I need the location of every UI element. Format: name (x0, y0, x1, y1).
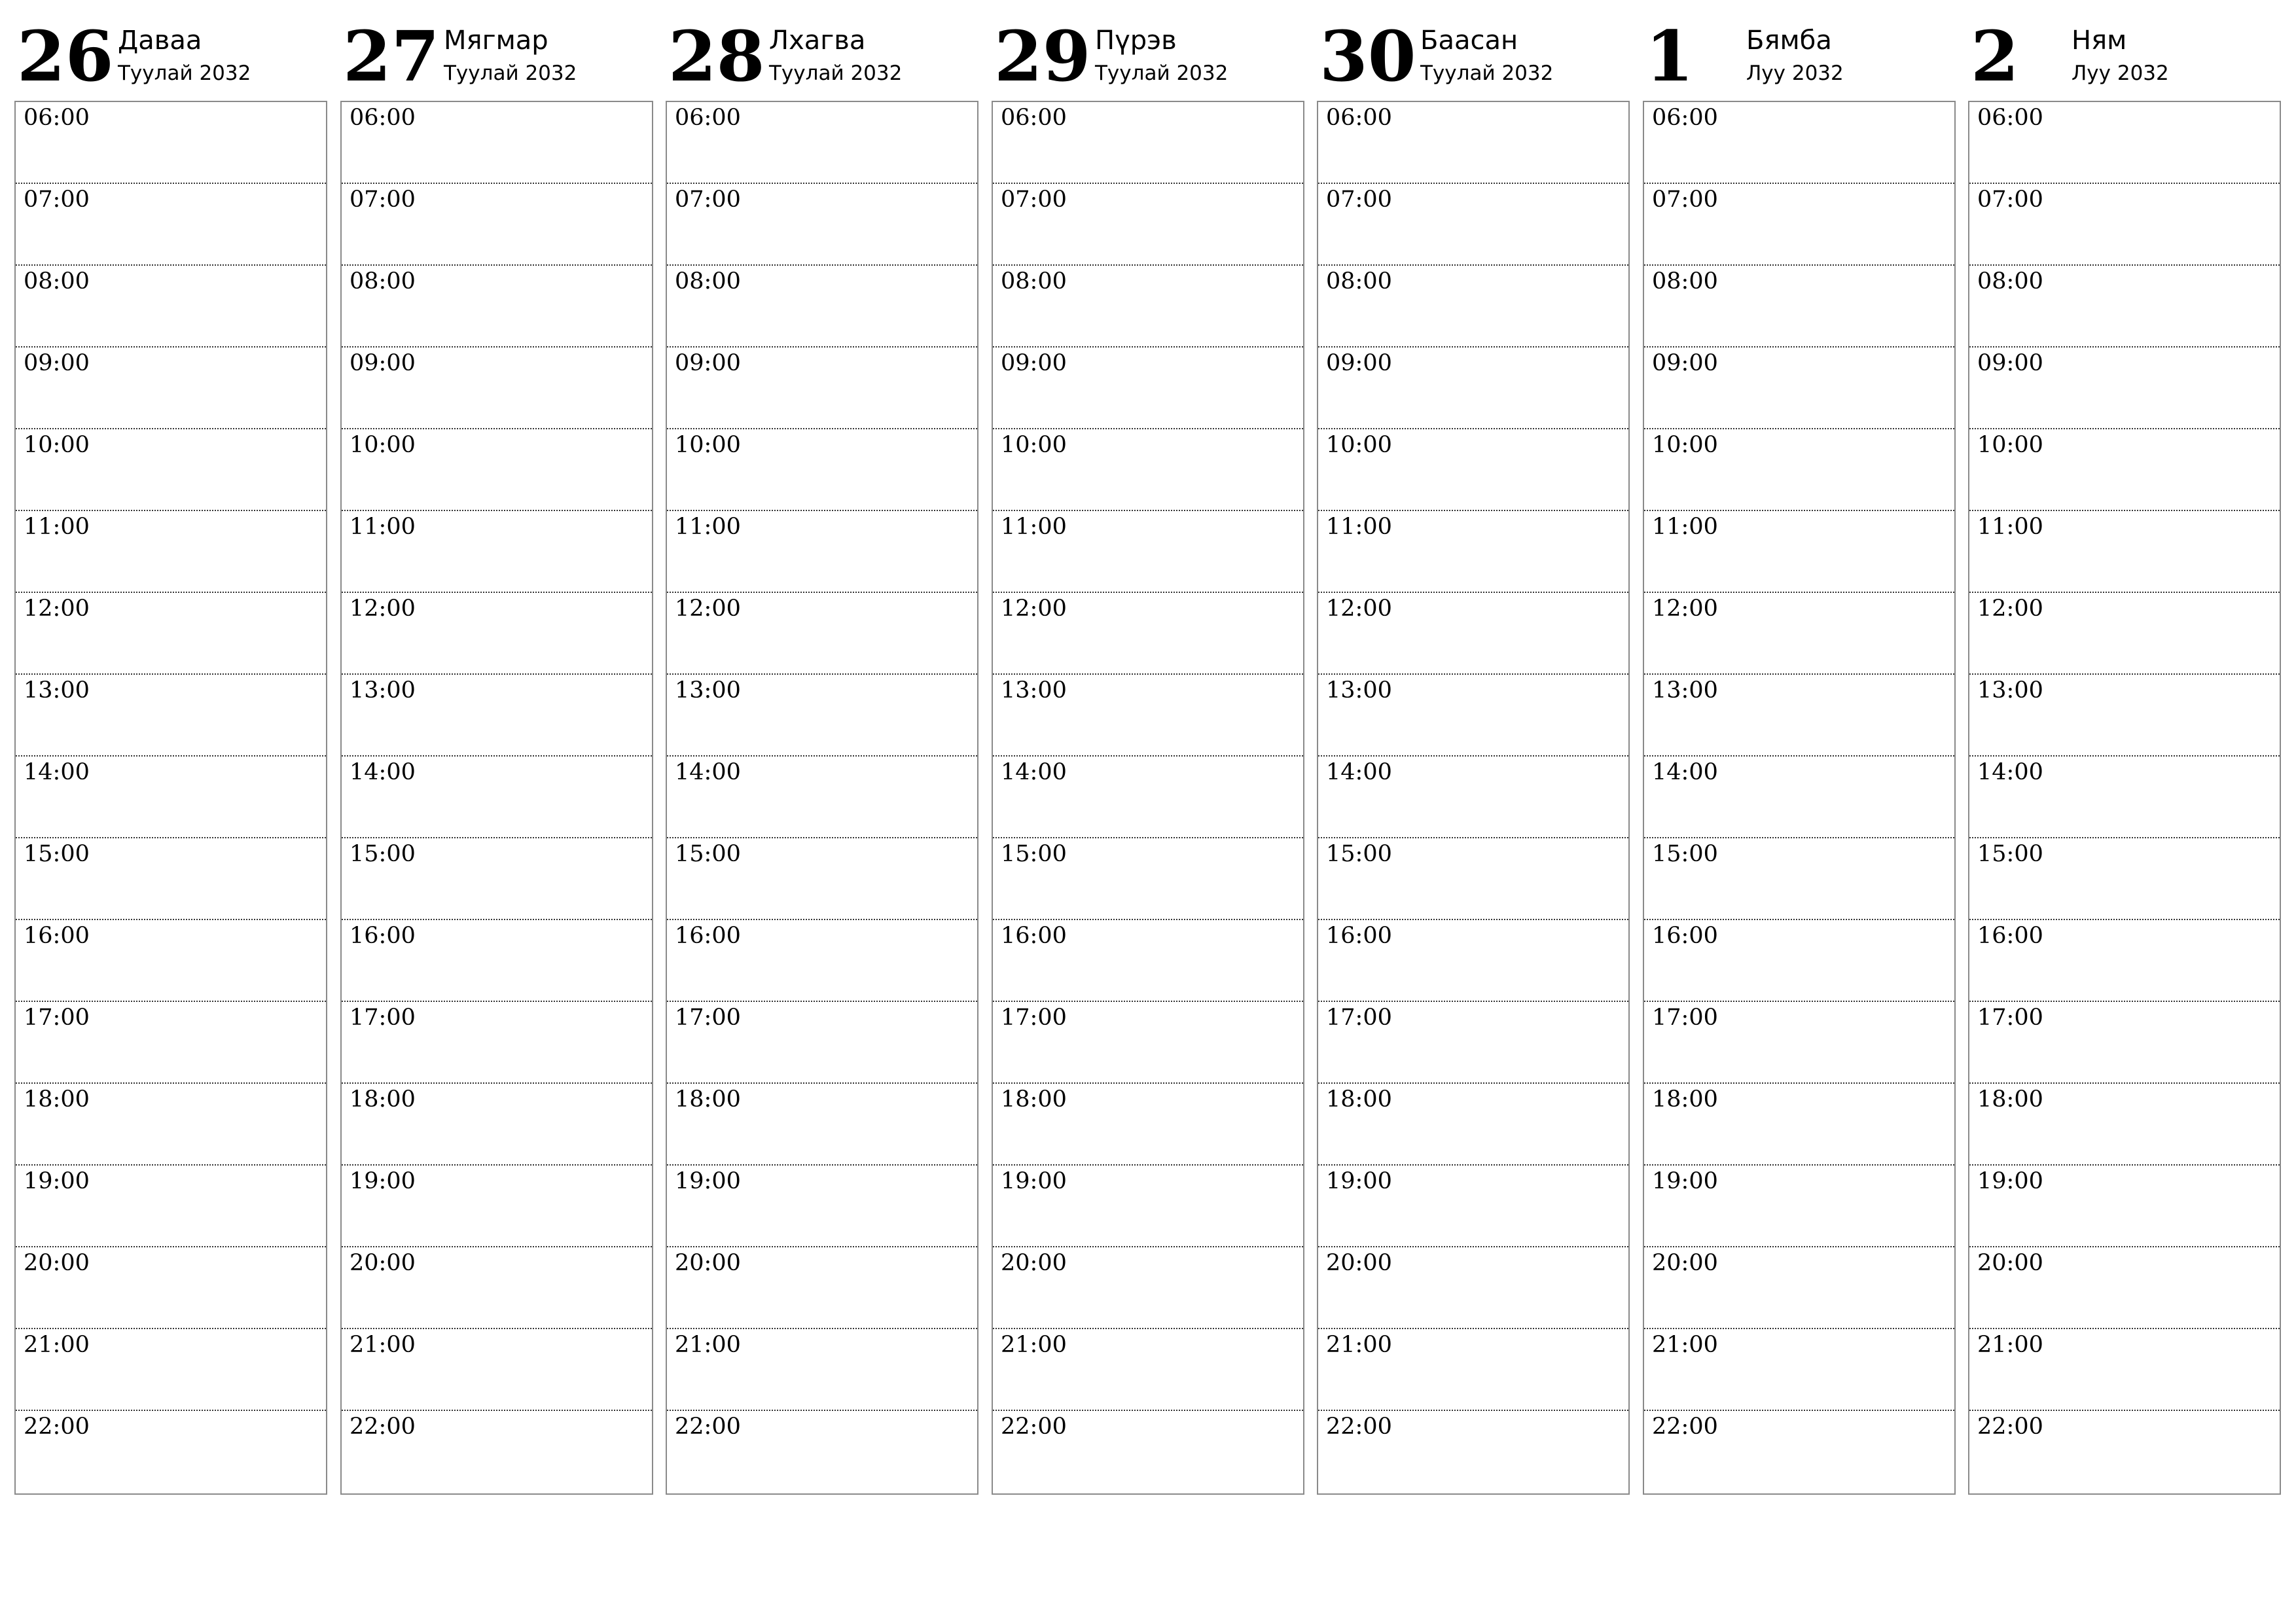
hour-slot[interactable] (993, 675, 1303, 757)
hour-slot[interactable] (1644, 675, 1954, 757)
hour-label: 13:00 (1001, 677, 1067, 704)
day-header (992, 0, 1304, 101)
hour-slot[interactable] (1318, 184, 1628, 266)
hour-label: 09:00 (1001, 350, 1067, 376)
hour-slot[interactable] (1969, 757, 2280, 838)
hour-slot[interactable] (667, 511, 977, 593)
hour-label: 17:00 (24, 1005, 90, 1031)
hour-slot[interactable] (993, 757, 1303, 838)
hour-slot[interactable] (993, 1166, 1303, 1247)
day-weekday: Пүрэв (1095, 26, 1177, 56)
hour-label: 10:00 (1326, 432, 1392, 458)
hour-label: 20:00 (1001, 1250, 1067, 1276)
day-column (1317, 0, 1630, 1440)
hour-slot[interactable] (342, 757, 652, 838)
hour-label: 19:00 (350, 1168, 416, 1194)
hour-label: 15:00 (24, 841, 90, 867)
hour-slot[interactable] (993, 1247, 1303, 1329)
hour-slot[interactable] (1644, 1247, 1954, 1329)
day-header (340, 0, 653, 101)
hour-label: 14:00 (350, 759, 416, 785)
hour-slot[interactable] (1318, 838, 1628, 920)
hour-slot[interactable] (342, 348, 652, 429)
hour-slot[interactable] (1644, 757, 1954, 838)
hour-label: 12:00 (24, 596, 90, 622)
day-schedule-box (992, 101, 1304, 1495)
hour-slot[interactable] (667, 184, 977, 266)
hour-slot[interactable] (1969, 1329, 2280, 1411)
hour-slot[interactable] (667, 838, 977, 920)
hour-slot[interactable] (342, 1247, 652, 1329)
hour-slot[interactable] (1969, 184, 2280, 266)
hour-label: 17:00 (1652, 1005, 1718, 1031)
hour-label: 20:00 (1977, 1250, 2043, 1276)
day-number: 28 (668, 15, 765, 97)
hour-slot[interactable] (1318, 920, 1628, 1002)
hour-label: 19:00 (675, 1168, 741, 1194)
day-column (1643, 0, 1956, 1440)
hour-slot[interactable] (16, 1411, 326, 1493)
hour-slot[interactable] (16, 429, 326, 511)
hour-label: 16:00 (24, 923, 90, 949)
hour-label: 07:00 (1652, 187, 1718, 213)
hour-slot[interactable] (16, 757, 326, 838)
hour-label: 15:00 (675, 841, 741, 867)
hour-label: 21:00 (1326, 1332, 1392, 1358)
day-number: 29 (994, 15, 1091, 97)
hour-label: 07:00 (1326, 187, 1392, 213)
day-number: 26 (17, 15, 114, 97)
hour-slot[interactable] (1644, 184, 1954, 266)
hour-slot[interactable] (16, 1329, 326, 1411)
day-month-year: Луу 2032 (2072, 62, 2169, 85)
hour-label: 11:00 (350, 514, 416, 540)
hour-label: 22:00 (675, 1414, 741, 1440)
hour-label: 18:00 (1001, 1086, 1067, 1113)
hour-slot[interactable] (342, 1411, 652, 1493)
hour-slot[interactable] (1318, 1411, 1628, 1493)
hour-label: 14:00 (1652, 759, 1718, 785)
hour-slot[interactable] (342, 102, 652, 184)
hour-label: 06:00 (1977, 105, 2043, 131)
hour-label: 13:00 (350, 677, 416, 704)
hour-slot[interactable] (16, 593, 326, 675)
hour-label: 06:00 (1652, 105, 1718, 131)
hour-slot[interactable] (667, 102, 977, 184)
hour-slot[interactable] (667, 593, 977, 675)
hour-label: 22:00 (1326, 1414, 1392, 1440)
hour-slot[interactable] (1318, 757, 1628, 838)
hour-label: 20:00 (24, 1250, 90, 1276)
hour-slot[interactable] (342, 1002, 652, 1084)
hour-label: 16:00 (1977, 923, 2043, 949)
hour-slot[interactable] (1318, 675, 1628, 757)
hour-slot[interactable] (667, 429, 977, 511)
day-weekday: Лхагва (769, 26, 866, 56)
day-schedule-box (1968, 101, 2281, 1495)
day-schedule-box (1643, 101, 1956, 1495)
hour-slot[interactable] (1969, 1247, 2280, 1329)
hour-label: 15:00 (1326, 841, 1392, 867)
hour-label: 11:00 (1326, 514, 1392, 540)
hour-slot[interactable] (993, 1002, 1303, 1084)
hour-slot[interactable] (993, 920, 1303, 1002)
hour-label: 19:00 (1326, 1168, 1392, 1194)
hour-label: 09:00 (675, 350, 741, 376)
hour-slot[interactable] (16, 1247, 326, 1329)
hour-slot[interactable] (1644, 266, 1954, 348)
hour-label: 12:00 (350, 596, 416, 622)
hour-slot[interactable] (16, 266, 326, 348)
hour-label: 08:00 (1001, 268, 1067, 294)
hour-label: 08:00 (350, 268, 416, 294)
hour-label: 13:00 (675, 677, 741, 704)
hour-label: 08:00 (1652, 268, 1718, 294)
hour-slot[interactable] (667, 1002, 977, 1084)
hour-label: 12:00 (1326, 596, 1392, 622)
hour-label: 18:00 (1652, 1086, 1718, 1113)
hour-label: 22:00 (24, 1414, 90, 1440)
day-number: 1 (1645, 15, 1694, 97)
hour-label: 07:00 (1977, 187, 2043, 213)
hour-slot[interactable] (16, 920, 326, 1002)
hour-label: 08:00 (24, 268, 90, 294)
hour-label: 15:00 (1977, 841, 2043, 867)
hour-slot[interactable] (16, 511, 326, 593)
day-weekday: Ням (2072, 26, 2127, 56)
hour-label: 16:00 (1652, 923, 1718, 949)
hour-label: 22:00 (350, 1414, 416, 1440)
hour-slot[interactable] (1318, 593, 1628, 675)
hour-label: 07:00 (1001, 187, 1067, 213)
hour-label: 12:00 (675, 596, 741, 622)
hour-label: 06:00 (24, 105, 90, 131)
day-schedule-box (666, 101, 978, 1495)
hour-label: 13:00 (1977, 677, 2043, 704)
hour-slot[interactable] (1969, 1166, 2280, 1247)
hour-slot[interactable] (342, 511, 652, 593)
hour-slot[interactable] (667, 757, 977, 838)
day-month-year: Луу 2032 (1746, 62, 1844, 85)
hour-slot[interactable] (1969, 1411, 2280, 1493)
hour-slot[interactable] (342, 184, 652, 266)
day-weekday: Даваа (118, 26, 202, 56)
hour-slot[interactable] (342, 675, 652, 757)
hour-slot[interactable] (1969, 675, 2280, 757)
hour-slot[interactable] (667, 348, 977, 429)
day-weekday: Бямба (1746, 26, 1832, 56)
hour-slot[interactable] (993, 838, 1303, 920)
hour-label: 14:00 (1001, 759, 1067, 785)
hour-label: 21:00 (24, 1332, 90, 1358)
hour-slot[interactable] (16, 838, 326, 920)
hour-label: 10:00 (675, 432, 741, 458)
hour-slot[interactable] (1318, 348, 1628, 429)
hour-slot[interactable] (1318, 266, 1628, 348)
hour-slot[interactable] (667, 1166, 977, 1247)
hour-slot[interactable] (993, 102, 1303, 184)
hour-label: 10:00 (1977, 432, 2043, 458)
hour-slot[interactable] (993, 1329, 1303, 1411)
hour-label: 09:00 (1652, 350, 1718, 376)
day-header (1317, 0, 1630, 101)
hour-label: 18:00 (24, 1086, 90, 1113)
hour-label: 11:00 (1977, 514, 2043, 540)
hour-label: 10:00 (1001, 432, 1067, 458)
day-weekday: Баасан (1420, 26, 1518, 56)
hour-label: 08:00 (1326, 268, 1392, 294)
day-month-year: Туулай 2032 (444, 62, 577, 85)
hour-slot[interactable] (993, 1084, 1303, 1166)
hour-slot[interactable] (1969, 838, 2280, 920)
hour-label: 09:00 (1326, 350, 1392, 376)
day-header (1968, 0, 2281, 101)
hour-slot[interactable] (16, 184, 326, 266)
hour-label: 12:00 (1652, 596, 1718, 622)
hour-slot[interactable] (16, 1002, 326, 1084)
hour-label: 17:00 (350, 1005, 416, 1031)
hour-slot[interactable] (1644, 1002, 1954, 1084)
hour-label: 08:00 (675, 268, 741, 294)
hour-slot[interactable] (16, 1084, 326, 1166)
hour-label: 20:00 (675, 1250, 741, 1276)
hour-slot[interactable] (1969, 102, 2280, 184)
hour-label: 19:00 (1652, 1168, 1718, 1194)
hour-slot[interactable] (1969, 429, 2280, 511)
hour-slot[interactable] (993, 184, 1303, 266)
day-column (340, 0, 653, 1440)
hour-label: 13:00 (1652, 677, 1718, 704)
hour-label: 11:00 (675, 514, 741, 540)
hour-slot[interactable] (16, 102, 326, 184)
hour-slot[interactable] (342, 838, 652, 920)
hour-slot[interactable] (993, 1411, 1303, 1493)
hour-slot[interactable] (342, 266, 652, 348)
hour-slot[interactable] (342, 1084, 652, 1166)
hour-slot[interactable] (1318, 511, 1628, 593)
hour-slot[interactable] (1644, 1084, 1954, 1166)
day-column (1968, 0, 2281, 1440)
hour-label: 21:00 (675, 1332, 741, 1358)
day-schedule-box (14, 101, 327, 1495)
hour-label: 17:00 (675, 1005, 741, 1031)
hour-slot[interactable] (1969, 1002, 2280, 1084)
hour-slot[interactable] (1644, 1329, 1954, 1411)
hour-label: 16:00 (1001, 923, 1067, 949)
hour-slot[interactable] (993, 511, 1303, 593)
hour-label: 11:00 (1652, 514, 1718, 540)
day-column (992, 0, 1304, 1440)
hour-label: 10:00 (350, 432, 416, 458)
hour-label: 17:00 (1001, 1005, 1067, 1031)
hour-slot[interactable] (1644, 1411, 1954, 1493)
hour-label: 09:00 (350, 350, 416, 376)
day-month-year: Туулай 2032 (118, 62, 251, 85)
hour-slot[interactable] (993, 266, 1303, 348)
day-column (14, 0, 327, 1440)
hour-label: 13:00 (1326, 677, 1392, 704)
day-month-year: Туулай 2032 (769, 62, 903, 85)
hour-label: 15:00 (350, 841, 416, 867)
hour-label: 14:00 (675, 759, 741, 785)
hour-label: 21:00 (1652, 1332, 1718, 1358)
hour-slot[interactable] (667, 675, 977, 757)
day-schedule-box (340, 101, 653, 1495)
hour-label: 09:00 (1977, 350, 2043, 376)
hour-label: 15:00 (1652, 841, 1718, 867)
hour-label: 22:00 (1001, 1414, 1067, 1440)
hour-slot[interactable] (1318, 1329, 1628, 1411)
hour-label: 06:00 (350, 105, 416, 131)
hour-slot[interactable] (667, 920, 977, 1002)
hour-label: 07:00 (24, 187, 90, 213)
day-month-year: Туулай 2032 (1095, 62, 1229, 85)
hour-label: 17:00 (1977, 1005, 2043, 1031)
hour-label: 08:00 (1977, 268, 2043, 294)
hour-slot[interactable] (1644, 920, 1954, 1002)
hour-label: 14:00 (1977, 759, 2043, 785)
hour-label: 11:00 (1001, 514, 1067, 540)
hour-slot[interactable] (342, 920, 652, 1002)
hour-slot[interactable] (1644, 1166, 1954, 1247)
hour-label: 16:00 (675, 923, 741, 949)
hour-slot[interactable] (1969, 266, 2280, 348)
day-header (14, 0, 327, 101)
day-header (666, 0, 978, 101)
day-column (666, 0, 978, 1440)
hour-slot[interactable] (1969, 593, 2280, 675)
hour-label: 18:00 (1326, 1086, 1392, 1113)
hour-label: 06:00 (675, 105, 741, 131)
hour-label: 12:00 (1001, 596, 1067, 622)
hour-slot[interactable] (16, 675, 326, 757)
hour-slot[interactable] (993, 429, 1303, 511)
hour-label: 20:00 (1652, 1250, 1718, 1276)
day-month-year: Туулай 2032 (1420, 62, 1554, 85)
hour-slot[interactable] (1318, 1002, 1628, 1084)
hour-label: 18:00 (1977, 1086, 2043, 1113)
hour-slot[interactable] (16, 1166, 326, 1247)
hour-slot[interactable] (1969, 348, 2280, 429)
hour-label: 21:00 (1977, 1332, 2043, 1358)
hour-label: 18:00 (350, 1086, 416, 1113)
hour-label: 21:00 (1001, 1332, 1067, 1358)
hour-slot[interactable] (16, 348, 326, 429)
hour-label: 14:00 (24, 759, 90, 785)
day-weekday: Мягмар (444, 26, 548, 56)
hour-slot[interactable] (1318, 1166, 1628, 1247)
hour-slot[interactable] (667, 1411, 977, 1493)
hour-label: 19:00 (24, 1168, 90, 1194)
hour-label: 19:00 (1001, 1168, 1067, 1194)
hour-label: 09:00 (24, 350, 90, 376)
hour-slot[interactable] (1644, 429, 1954, 511)
hour-label: 11:00 (24, 514, 90, 540)
hour-slot[interactable] (342, 429, 652, 511)
hour-label: 10:00 (1652, 432, 1718, 458)
hour-slot[interactable] (1644, 593, 1954, 675)
hour-slot[interactable] (1969, 1084, 2280, 1166)
day-number: 27 (343, 15, 440, 97)
hour-slot[interactable] (342, 593, 652, 675)
day-number: 2 (1971, 15, 2019, 97)
hour-label: 16:00 (1326, 923, 1392, 949)
hour-label: 12:00 (1977, 596, 2043, 622)
hour-slot[interactable] (1318, 1084, 1628, 1166)
hour-label: 22:00 (1652, 1414, 1718, 1440)
hour-slot[interactable] (1644, 348, 1954, 429)
hour-slot[interactable] (1318, 1247, 1628, 1329)
hour-slot[interactable] (1644, 511, 1954, 593)
hour-slot[interactable] (1644, 838, 1954, 920)
hour-slot[interactable] (342, 1166, 652, 1247)
hour-slot[interactable] (993, 348, 1303, 429)
hour-slot[interactable] (667, 1329, 977, 1411)
hour-slot[interactable] (667, 1247, 977, 1329)
hour-label: 16:00 (350, 923, 416, 949)
hour-slot[interactable] (1318, 429, 1628, 511)
hour-label: 10:00 (24, 432, 90, 458)
hour-label: 06:00 (1326, 105, 1392, 131)
hour-slot[interactable] (1644, 102, 1954, 184)
hour-label: 07:00 (350, 187, 416, 213)
hour-label: 17:00 (1326, 1005, 1392, 1031)
hour-slot[interactable] (1969, 511, 2280, 593)
hour-slot[interactable] (1318, 102, 1628, 184)
hour-label: 15:00 (1001, 841, 1067, 867)
hour-slot[interactable] (667, 266, 977, 348)
hour-label: 18:00 (675, 1086, 741, 1113)
hour-label: 20:00 (350, 1250, 416, 1276)
day-number: 30 (1319, 15, 1416, 97)
day-header (1643, 0, 1956, 101)
hour-slot[interactable] (993, 593, 1303, 675)
day-schedule-box (1317, 101, 1630, 1495)
hour-label: 13:00 (24, 677, 90, 704)
hour-label: 20:00 (1326, 1250, 1392, 1276)
hour-label: 14:00 (1326, 759, 1392, 785)
hour-slot[interactable] (667, 1084, 977, 1166)
hour-slot[interactable] (342, 1329, 652, 1411)
hour-label: 06:00 (1001, 105, 1067, 131)
hour-label: 19:00 (1977, 1168, 2043, 1194)
hour-slot[interactable] (1969, 920, 2280, 1002)
hour-label: 21:00 (350, 1332, 416, 1358)
hour-label: 22:00 (1977, 1414, 2043, 1440)
hour-label: 07:00 (675, 187, 741, 213)
